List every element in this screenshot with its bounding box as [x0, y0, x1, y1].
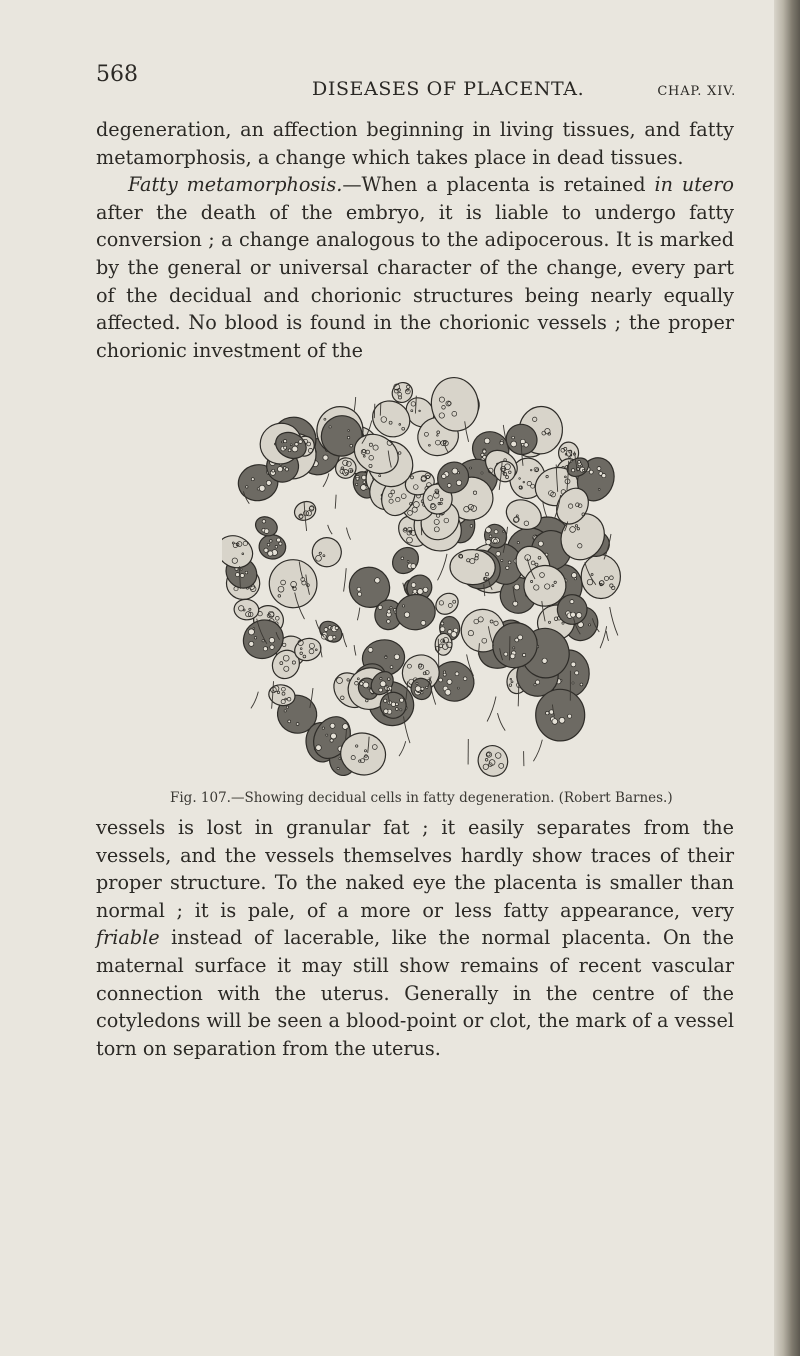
decidual-cell: [473, 741, 512, 781]
fibre-stroke: [518, 683, 519, 706]
decidual-cell: [387, 542, 423, 579]
fibre-stroke: [354, 645, 356, 655]
decidual-cell: [435, 633, 453, 656]
page-header: [96, 62, 736, 102]
decidual-cell: [258, 533, 287, 560]
fibre-stroke: [421, 522, 422, 535]
fibre-stroke: [323, 473, 329, 487]
fibre-stroke: [251, 692, 258, 709]
paragraph-fatty-metamorphosis: [96, 171, 734, 364]
fibre-stroke: [357, 608, 359, 621]
chapter-mark: CHAP. XIV.: [657, 84, 736, 99]
paragraph-text: instead of lacerable, like the normal placenta. On the maternal surface it may still show remains of recent vascular connection with the uterus. Generally in the centre of the cotyledons will be seen a blood-point or clot, the mark of a vessel torn on separation from the uterus.: [96, 926, 734, 1060]
decidual-cells-engraving: [222, 372, 627, 792]
figure-decidual-cells: [222, 372, 627, 792]
fibre-stroke: [610, 607, 618, 636]
decidual-cell: [432, 589, 462, 619]
fibre-stroke: [498, 713, 506, 731]
fibre-stroke: [335, 495, 336, 509]
decidual-cell: [308, 534, 345, 571]
decidual-cell: [394, 593, 437, 632]
italic-term: friable: [96, 926, 160, 950]
paragraph-text: —When a placenta is retained: [342, 173, 655, 197]
paragraph-continuation: degeneration, an affection beginning in living tissues, and fatty metamorphosis, a change which takes place in dead tissues.: [96, 118, 734, 169]
paragraph-continuation-bottom: [96, 814, 734, 1062]
body-text-bottom: [96, 814, 734, 1062]
decidual-cell: [535, 689, 585, 741]
fibre-stroke: [438, 554, 448, 580]
fibre-stroke: [600, 626, 607, 648]
paragraph-text: vessels is lost in granular fat ; it easily separates from the vessels, and the vessels themselves hardly show traces of their proper structure. To the naked eye the placenta is smaller than normal ; it is pale, of a more or less fatty appearance, very: [96, 816, 734, 922]
fibre-stroke: [380, 404, 381, 416]
fibre-stroke: [347, 528, 351, 540]
fibre-stroke: [487, 697, 496, 722]
fibre-stroke: [374, 404, 375, 418]
fibre-stroke: [344, 568, 347, 591]
fibre-stroke: [438, 639, 439, 668]
paragraph-text: after the death of the embryo, it is liable to undergo fatty conversion ; a change analogous to the adipocerous. It is marked by the general or universal character of the change, every part of the decidual and chorionic structures being nearly equally affected. No blood is found in the chorionic vessels ; the proper chorionic investment of the: [96, 200, 734, 362]
section-heading: Fatty metamorphosis.: [128, 173, 343, 197]
page-edge-shadow: [774, 0, 800, 1356]
fibre-stroke: [328, 525, 333, 534]
italic-term: in utero: [654, 173, 734, 197]
decidual-cell: [267, 557, 319, 610]
fibre-stroke: [606, 631, 608, 641]
fibre-stroke: [343, 633, 347, 647]
fibre-stroke: [399, 741, 406, 756]
fibre-stroke: [533, 740, 542, 762]
page-number: 568: [96, 62, 138, 87]
body-text-top: [96, 116, 734, 364]
running-title: DISEASES OF PLACENTA.: [312, 78, 585, 100]
decidual-cell: [581, 554, 621, 598]
fibre-stroke: [354, 397, 355, 411]
fibre-stroke: [509, 636, 510, 660]
figure-caption: Fig. 107.—Showing decidual cells in fatty degeneration. (Robert Barnes.): [170, 790, 673, 806]
